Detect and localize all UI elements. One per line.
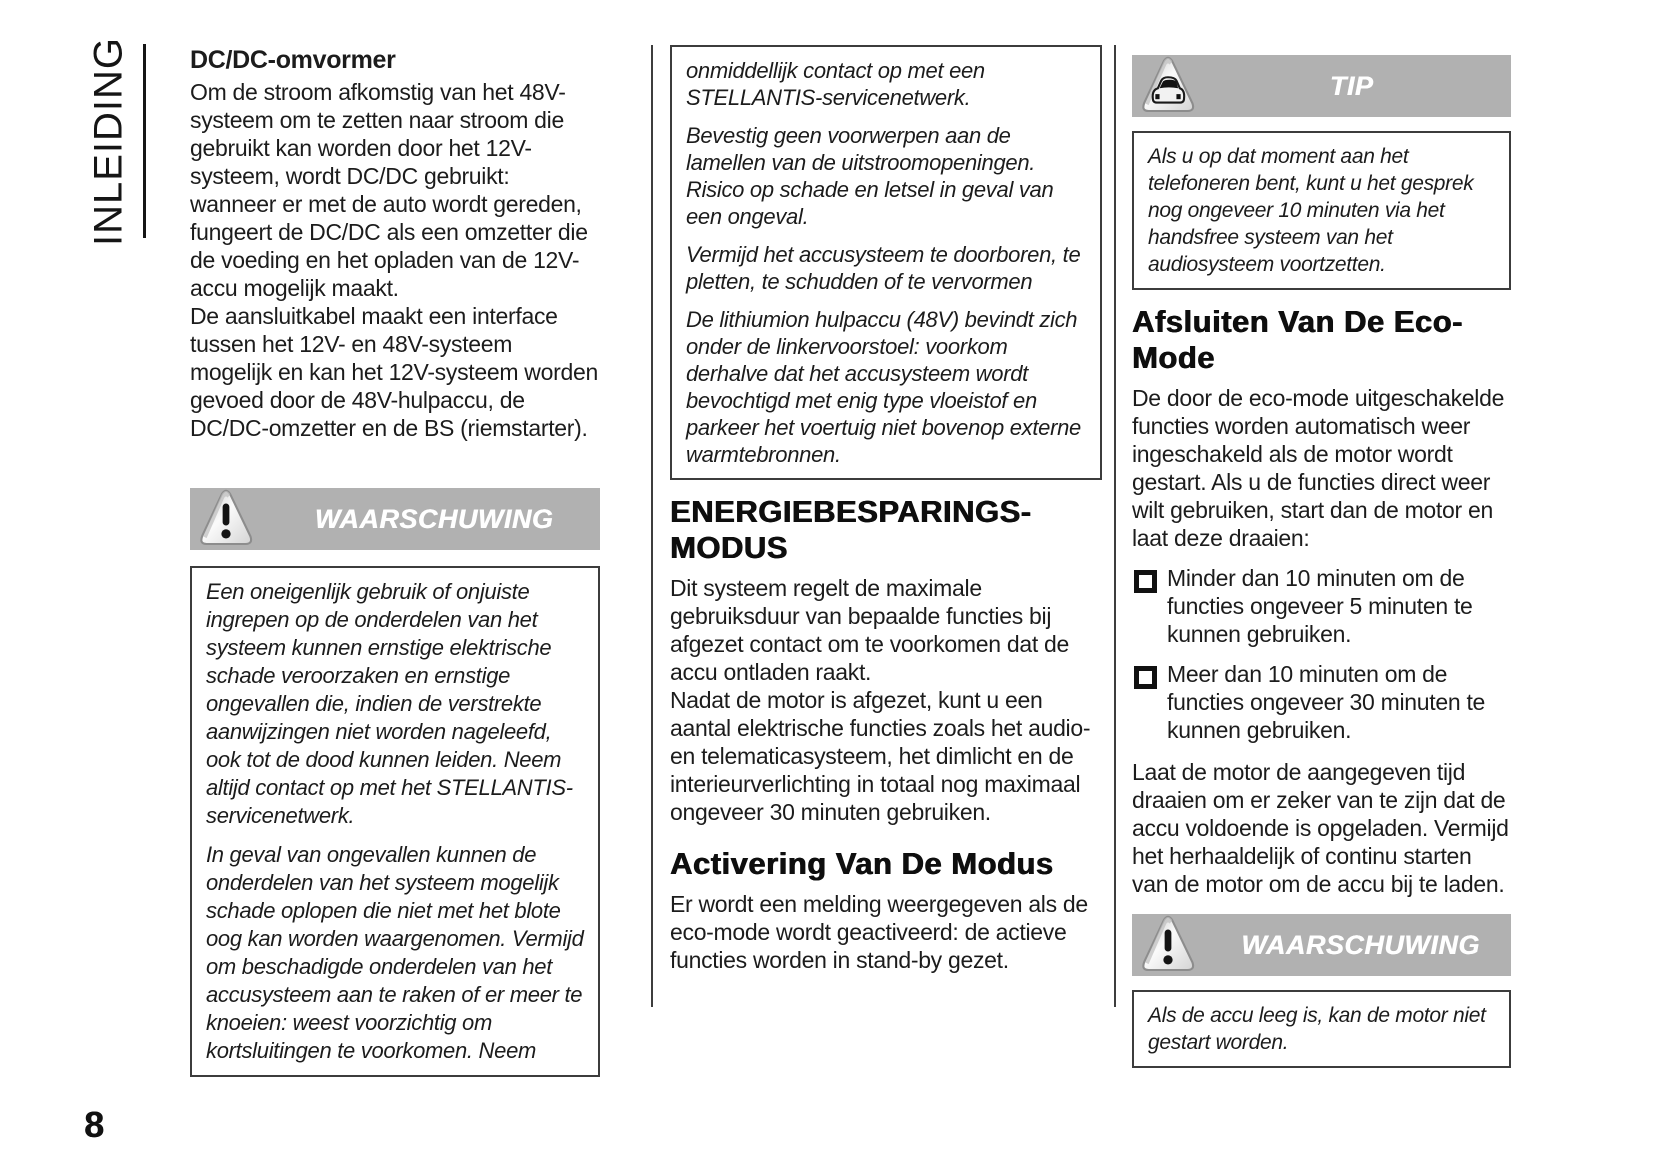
eco-mode-exit-heading: Afsluiten Van De Eco-Mode	[1132, 304, 1463, 375]
energy-saving-paragraph: Dit systeem regelt de maximale gebruiksduur van bepaalde functies bij afgezet contact om te voorkomen dat de accu ontladen raakt.	[670, 575, 1070, 685]
mode-activation-paragraph: Er wordt een melding weergegeven als de eco-mode wordt geactiveerd: de actieve functies worden in stand-by gezet.	[670, 891, 1088, 973]
eco-mode-exit-outro: Laat de motor de aangegeven tijd draaien om er zeker van te zijn dat de accu voldoende is opgeladen. Vermijd het herhaaldelijk of continu starten van de motor om de accu bij te laden.	[1132, 759, 1509, 897]
column-2	[670, 45, 1102, 974]
column-divider-2	[1114, 45, 1116, 1007]
warning-triangle-icon	[199, 486, 253, 548]
tip-note-paragraph: Als u op dat moment aan het telefoneren bent, kunt u het gesprek nog ongeveer 10 minuten via het handsfree systeem van het audiosysteem voortzetten.	[1148, 145, 1474, 276]
warning-note-paragraph: Als de accu leeg is, kan de motor niet gestart worden.	[1148, 1004, 1486, 1054]
warning-banner-label: WAARSCHUWING	[1241, 929, 1480, 960]
square-bullet-icon	[1134, 570, 1157, 593]
dcdc-paragraph: Om de stroom afkomstig van het 48V-systeem om te zetten naar stroom die gebruikt kan worden door het 12V-systeem, wordt DC/DC gebruikt: wanneer er met de auto wordt gereden, fungeert de DC/DC als een omzetter die de voeding en het opladen van de 12V-accu mogelijk maakt.	[190, 79, 588, 301]
warning-note-paragraph: De lithiumion hulpaccu (48V) bevindt zich onder de linkervoorstoel: voorkom derhalve dat het accusysteem wordt bevochtigd met enig type vloeistof en parkeer het voertuig niet bovenop externe warmtebronnen.	[686, 307, 1081, 467]
warning-banner	[1132, 914, 1511, 976]
tip-banner-label: TIP	[1329, 70, 1374, 101]
warning-note-paragraph: Een oneigenlijk gebruik of onjuiste ingrepen op de onderdelen van het systeem kunnen ernstige elektrische schade veroorzaken en ernstige ongevallen die, indien de verstrekte aanwijzingen niet worden nageleefd, ook tot de dood kunnen leiden. Neem altijd contact op met het STELLANTIS-servicenetwerk.	[206, 579, 573, 828]
car-warning-triangle-icon	[1141, 53, 1195, 115]
warning-note-box-continued	[670, 45, 1102, 480]
warning-banner	[190, 488, 600, 550]
square-bullet-icon	[1134, 666, 1157, 689]
warning-note-paragraph: In geval van ongevallen kunnen de onderdelen van het systeem mogelijk schade oplopen die niet met het blote oog kan worden waargenomen. Vermijd om beschadigde onderdelen van het accusysteem aan te raken of er meer te knoeien: weest voorzichtig om kortsluitingen te voorkomen. Neem	[206, 842, 584, 1063]
list-item	[1132, 564, 1511, 648]
warning-note-paragraph: onmiddellijk contact op met een STELLANTIS-servicenetwerk.	[686, 58, 985, 110]
energy-saving-paragraph: Nadat de motor is afgezet, kunt u een aantal elektrische functies zoals het audio- en telematicasysteem, het dimlicht en de interieurverlichting in totaal nog maximaal ongeveer 30 minuten gebruiken.	[670, 687, 1091, 825]
warning-banner-label: WAARSCHUWING	[314, 503, 554, 534]
column-divider-1	[651, 45, 653, 1007]
section-sidebar-label: INLEIDING	[86, 36, 131, 246]
list-item	[1132, 660, 1511, 744]
warning-note-box	[190, 566, 600, 1077]
dcdc-heading: DC/DC-omvormer	[190, 46, 396, 74]
energy-saving-heading: ENERGIEBESPARINGS-MODUS	[670, 494, 1032, 565]
warning-note-paragraph: Vermijd het accusysteem te doorboren, te pletten, te schudden of te vervormen	[686, 242, 1081, 294]
column-1	[190, 45, 600, 1077]
warning-triangle-icon	[1141, 912, 1195, 974]
list-item-text: Minder dan 10 minuten om de functies ongeveer 5 minuten te kunnen gebruiken.	[1167, 565, 1473, 647]
sidebar-underline-rule	[143, 44, 146, 238]
warning-note-paragraph: Bevestig geen voorwerpen aan de lamellen van de uitstroomopeningen. Risico op schade en letsel in geval van een ongeval.	[686, 123, 1054, 229]
eco-mode-exit-intro: De door de eco-mode uitgeschakelde functies worden automatisch weer ingeschakeld als de motor wordt gestart. Als u de functies direct weer wilt gebruiken, start dan de motor en laat deze draaien:	[1132, 385, 1505, 551]
column-3	[1132, 45, 1511, 1068]
dcdc-paragraph: De aansluitkabel maakt een interface tussen het 12V- en 48V-systeem mogelijk en kan het 12V-systeem worden gevoed door de 48V-hulpaccu, de DC/DC-omzetter en de BS (riemstarter).	[190, 303, 598, 441]
page-number: 8	[84, 1104, 105, 1145]
warning-note-box	[1132, 990, 1511, 1068]
tip-note-box	[1132, 131, 1511, 290]
mode-activation-heading: Activering Van De Modus	[670, 846, 1054, 881]
list-item-text: Meer dan 10 minuten om de functies ongeveer 30 minuten te kunnen gebruiken.	[1167, 661, 1486, 743]
tip-banner	[1132, 55, 1511, 117]
